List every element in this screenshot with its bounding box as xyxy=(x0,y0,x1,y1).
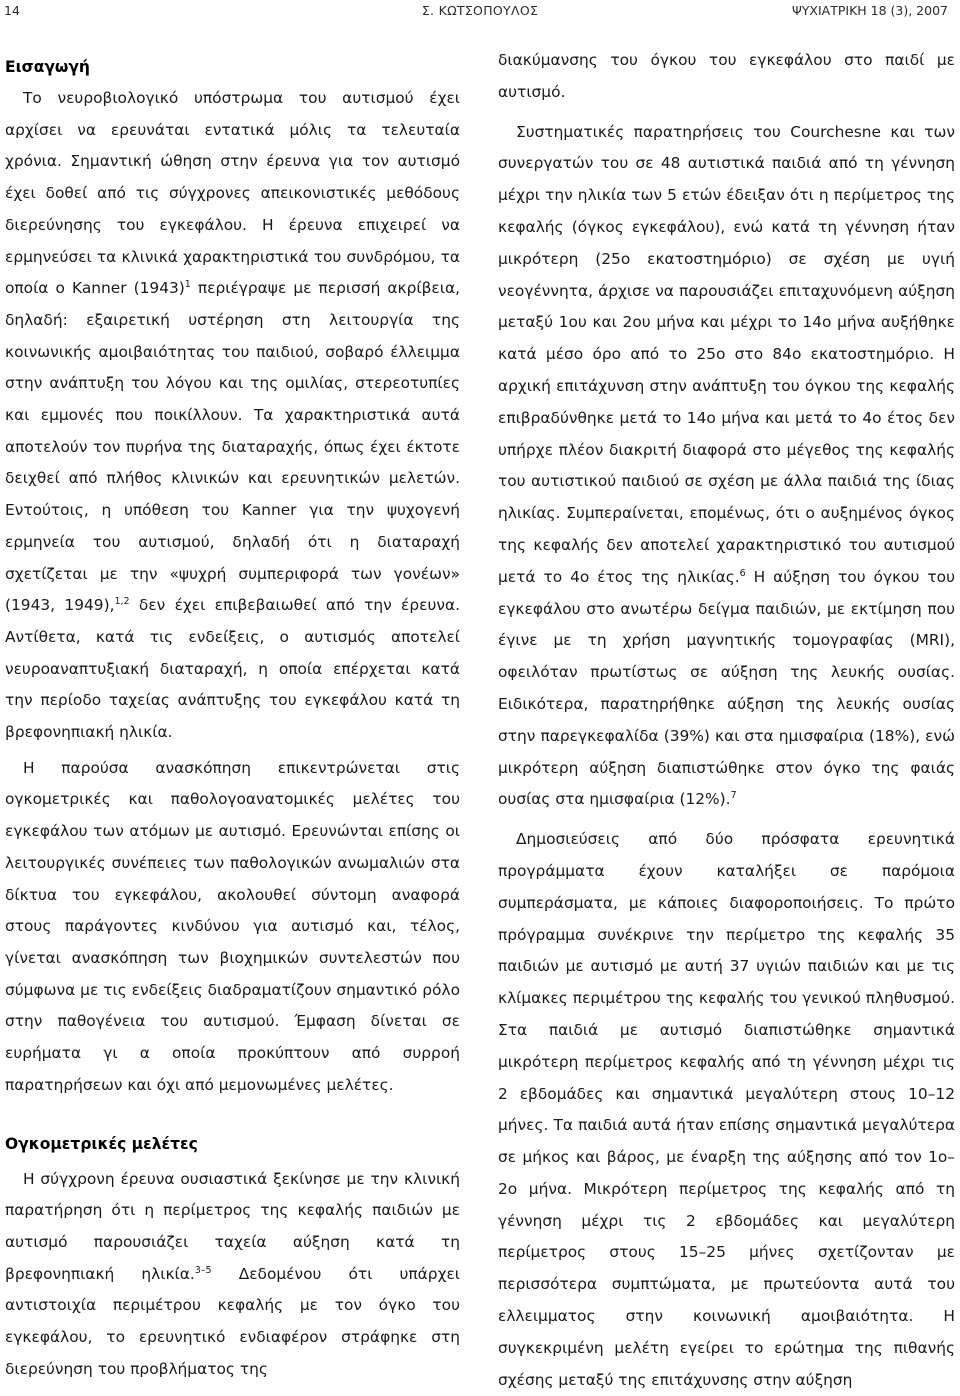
journal-citation: ΨΥΧΙΑΤΡΙΚΗ 18 (3), 2007 xyxy=(791,3,948,18)
paragraph-courchesne xyxy=(498,117,955,817)
text-run: Δεδομένου ότι υπάρχει αντιστοιχία περιμέτρου κεφαλής με τον όγκο του εγκεφάλου, το ερευνητικό ενδιαφέρον στράφηκε στη διερεύνηση του προβλήματος της xyxy=(5,1264,460,1378)
paragraph-intro-1 xyxy=(5,83,460,749)
text-run: περιέγραψε με περισσή ακρίβεια, δηλαδή: εξαιρετική υστέρηση στη λειτουργία της κοινωνικής αμοιβαιότητας του παιδιού, σοβαρό έλλειμμα στην ανάπτυξη του λόγου και της ομιλίας, στερεοτυπίες και εμμονές που ποικίλλουν. Τα χαρακτηριστικά αυτά αποτελούν τον πυρήνα της διαταραχής, όπως έχει έκτοτε δειχθεί από πλήθος κλινικών και ερευνητικών μελετών. Εντούτοις, η υπόθεση του Kanner για την ψυχογενή ερμηνεία του αυτισμού, δηλαδή ότι η διαταραχή σχετίζεται με την «ψυχρή συμπεριφορά των γονέων» (1943, 1949), xyxy=(5,279,460,615)
paragraph-intro-2: Η παρούσα ανασκόπηση επικεντρώνεται στις ογκομετρικές και παθολογοανατομικές μελέτες του εγκεφάλου των ατόμων με αυτισμό. Ερευνώνται επίσης οι λειτουργικές συνέπειες των παθολογικών ανωμαλιών στα δίκτυα του εγκεφάλου, ακολουθεί σύντομη αναφορά στους παράγοντες κινδύνου για αυτισμό και, τέλος, γίνεται ανασκόπηση των βιοχημικών συντελεστών που σύμφωνα με τις ενδείξεις διαδραματίζουν σημαντικό ρόλο στην παθογένεια του αυτισμού. Έμφαση δίνεται σε ευρήματα γι α οποία προκύπτουν από συρροή παρατηρήσεων και όχι από μεμονωμένες μελέτες. xyxy=(5,758,460,1094)
left-column xyxy=(5,55,460,1385)
citation-ref: 3–5 xyxy=(194,1264,212,1276)
citation-ref: 6 xyxy=(739,567,746,579)
text-run: Το νευροβιολογικό υπόστρωμα του αυτισμού έχει αρχίσει να ερευνάται εντατικά μόλις τα τελευταία χρόνια. Σημαντική ώθηση στην έρευνα για τον αυτισμό έχει δοθεί από τις σύγχρονες απεικονιστικές μεθόδους διερεύνησης του εγκεφάλου. Η έρευνα επιχειρεί να ερμηνεύσει τα κλινικά χαρακτηριστικά του συνδρόμου, τα οποία ο Kanner (1943) xyxy=(5,89,460,298)
text-run: δεν έχει επιβεβαιωθεί από την έρευνα. Αντίθετα, κατά τις ενδείξεις, ο αυτισμός αποτελεί νευροαναπτυξιακή διαταραχή, η οποία επέρχεται κατά την περίοδο ταχείας ανάπτυξης του εγκεφάλου κατά τη βρεφονηπιακή ηλικία. xyxy=(5,596,460,742)
paragraph-volumetric-1 xyxy=(5,1164,460,1386)
running-header xyxy=(0,0,960,22)
section-heading-introduction: Εισαγωγή xyxy=(5,58,90,76)
citation-ref: 7 xyxy=(730,790,737,802)
paragraph-continued: διακύμανσης του όγκου του εγκεφάλου στο παιδί με αυτισμό. xyxy=(498,51,955,101)
text-run: Η σύγχρονη έρευνα ουσιαστικά ξεκίνησε με την κλινική παρατήρηση ότι η περίμετρος της κεφαλής παιδιών με αυτισμό παρουσιάζει ταχεία αύξηση κατά τη βρεφονηπιακή ηλικία. xyxy=(5,1169,460,1283)
right-column xyxy=(498,45,955,1396)
paragraph-recent-studies: Δημοσιεύσεις από δύο πρόσφατα ερευνητικά προγράμματα έχουν καταλήξει σε παρόμοια συμπεράσματα, με κάποιες διαφοροποιήσεις. Το πρώτο πρόγραμμα συνέκρινε την περίμετρο της κεφαλής 35 παιδιών με αυτισμό με αυτή 37 υγιών παιδιών και με τις κλίμακες περιμέτρου της κεφαλής του γενικού πληθυσμού. Στα παιδιά με αυτισμό διαπιστώθηκε σημαντικά μικρότερη περίμετρος κεφαλής από τη γέννηση μέχρι τις 2 εβδομάδες και σημαντικά μεγαλύτερη στους 10–12 μήνες. Τα παιδιά αυτά ήταν επίσης σημαντικά μεγαλύτερα σε μήκος και βάρος, με έναρξη της αύξησης από τον 1ο–2ο μήνα. Μικρότερη περίμετρος της κεφαλής από τη γέννηση μέχρι τις 2 εβδομάδες και μεγαλύτερη περίμετρος στους 15–25 μήνες σχετίζονταν με περισσότερα συμπτώματα, με πρωτεύοντα αυτά του ελλειμματος στην κοινωνική αμοιβαιότητα. Η συγκεκριμένη μελέτη εγείρει το ερώτημα της πιθανής σχέσης μεταξύ της επιτάχυνσης στην αύξηση xyxy=(498,830,955,1389)
citation-ref: 1,2 xyxy=(114,596,130,608)
section-heading-volumetric: Ογκομετρικές μελέτες xyxy=(5,1134,198,1153)
citation-ref: 1 xyxy=(184,279,191,291)
page-number: 14 xyxy=(4,3,20,18)
running-author: Σ. ΚΩΤΣΟΠΟΥΛΟΣ xyxy=(421,3,539,18)
text-run: Συστηματικές παρατηρήσεις του Courchesne και των συνεργατών του σε 48 αυτιστικά παιδιά από τη γέννηση μέχρι την ηλικία των 5 ετών έδειξαν ότι η περίμετρος της κεφαλής (όγκος εγκεφάλου), ενώ κατά τη γέννηση ήταν μικρότερη (25ο εκατοστημόριο) σε σχέση με υγιή νεογέννητα, άρχισε να παρουσιάζει επιταχυνόμενη αύξηση μεταξύ 1ου και 2ου μήνα και μέχρι το 14ο μήνα αυξήθηκε κατά μέσο όρο από το 25ο στο 84ο εκατοστημόριο. Η αρχική επιτάχυνση στην ανάπτυξη του όγκου της κεφαλής επιβραδύνθηκε μετά το 14ο μήνα και μετά το 4ο έτος δεν υπήρχε πλέον διακριτή διαφορά στο μέγεθος της κεφαλής του αυτιστικού παιδιού σε σχέση με άλλα παιδιά της ίδιας ηλικίας. Συμπεραίνεται, επομένως, ότι ο αυξημένος όγκος της κεφαλής δεν αποτελεί χαρακτηριστικό του αυτισμού μετά το 4ο έτος της ηλικίας. xyxy=(498,122,955,586)
text-run: Η αύξηση του όγκου του εγκεφάλου στο ανωτέρω δείγμα παιδιών, με εκτίμηση που έγινε με τη χρήση μαγνητικής τομογραφίας (MRI), οφειλόταν πρωτίστως σε αύξηση της λευκής ουσίας. Ειδικότερα, παρατηρήθηκε αύξηση της λευκής ουσίας στην παρεγκεφαλίδα (39%) και στα ημισφαίρια (18%), ενώ μικρότερη αύξηση διαπιστώθηκε στον όγκο της φαιάς ουσίας στα ημισφαίρια (12%). xyxy=(498,567,955,809)
